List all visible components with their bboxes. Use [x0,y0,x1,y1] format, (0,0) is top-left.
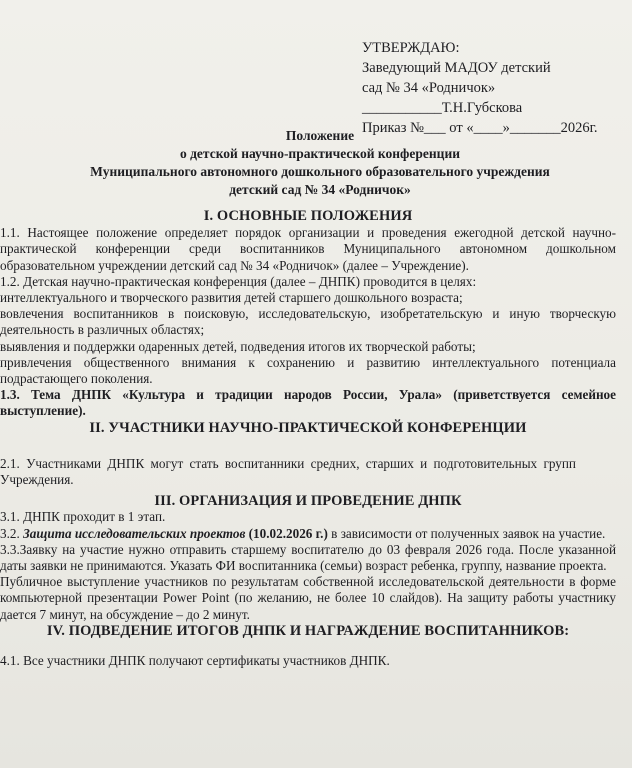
paragraph-3-2-title: Защита исследовательских проектов [23,525,246,541]
goal-4: привлечения общественного внимания к сохранению и развитию интеллектуального потенциала подрастающего поколения. [0,354,616,387]
title-line-1: Положение [285,128,355,143]
paragraph-3-3: 3.3.Заявку на участие нужно отправить старшему воспитателю до 03 февраля 2026 года. После указанной даты заявки не принимаются. Указать ФИ воспитанника (семьи) возраст ребенка, группу, название проекта. [0,541,616,574]
goal-1: интеллектуального и творческого развития детей старшего дошкольного возраста; [0,290,463,306]
paragraph-3-2-date: (10.02.2026 г.) [248,525,328,541]
approval-block [362,38,624,138]
paragraph-2-1: 2.1. Участниками ДНПК могут стать воспитанники средних, старших и подготовительных групп Учреждения. [0,455,576,488]
approval-heading: УТВЕРЖДАЮ: [362,40,460,56]
approval-organization: сад № 34 «Родничок» [362,80,496,96]
title-line-3: Муниципального автономного дошкольного образовательного учреждения [90,164,550,179]
approval-position: Заведующий МАДОУ детский [362,60,551,76]
approval-signature: ___________Т.Н.Губскова [362,100,523,116]
goal-3: выявления и поддержки одаренных детей, подведения итогов их творческой работы; [0,338,476,354]
paragraph-3-1: 3.1. ДНПК проходит в 1 этап. [0,509,166,525]
approval-order: Приказ №___ от «____»_______2026г. [362,120,598,136]
paragraph-3-4: Публичное выступление участников по результатам собственной исследовательской деятельности в форме компьютерной презентации Power Point (по желанию, не более 10 слайдов). На защиту работы участнику дается 7 минут, на обсуждение – до 2 минут. [0,574,616,622]
title-line-2: о детской научно-практической конференции [179,146,461,161]
document-title [40,127,600,199]
paragraph-1-1: 1.1. Настоящее положение определяет порядок организации и проведения ежегодной детской научно-практической конференции среди воспитанников Муниципального автономном дошкольном образовательном учреждении детский сад № 34 «Родничок» (далее – Учреждение). [0,225,616,273]
paragraph-3-2-number: 3.2. [0,525,20,541]
paragraph-4-1: 4.1. Все участники ДНПК получают сертификаты участников ДНПК. [0,653,390,669]
paragraph-1-2: 1.2. Детская научно-практическая конференция (далее – ДНПК) проводится в целях: [0,273,477,289]
document-body [0,208,616,669]
paragraph-1-3: 1.3. Тема ДНПК «Культура и традиции народов России, Урала» (приветствуется семейное выступление). [0,387,616,419]
section-1-heading: I. ОСНОВНЫЕ ПОЛОЖЕНИЯ [203,208,413,224]
section-4-heading: IV. ПОДВЕДЕНИЕ ИТОГОВ ДНПК И НАГРАЖДЕНИЕ ВОСПИТАННИКОВ: [46,622,570,639]
paragraph-3-2 [0,526,616,542]
goal-2: вовлечения воспитанников в поисковую, исследовательскую, изобретательскую и иную творческую деятельность в различных областях; [0,306,616,338]
paragraph-3-2-rest: в зависимости от полученных заявок на участие. [331,525,606,541]
section-2-heading: II. УЧАСТНИКИ НАУЧНО-ПРАКТИЧЕСКОЙ КОНФЕРЕНЦИИ [89,419,527,436]
title-line-4: детский сад № 34 «Родничок» [229,182,411,197]
section-3-heading: III. ОРГАНИЗАЦИЯ И ПРОВЕДЕНИЕ ДНПК [154,493,462,510]
